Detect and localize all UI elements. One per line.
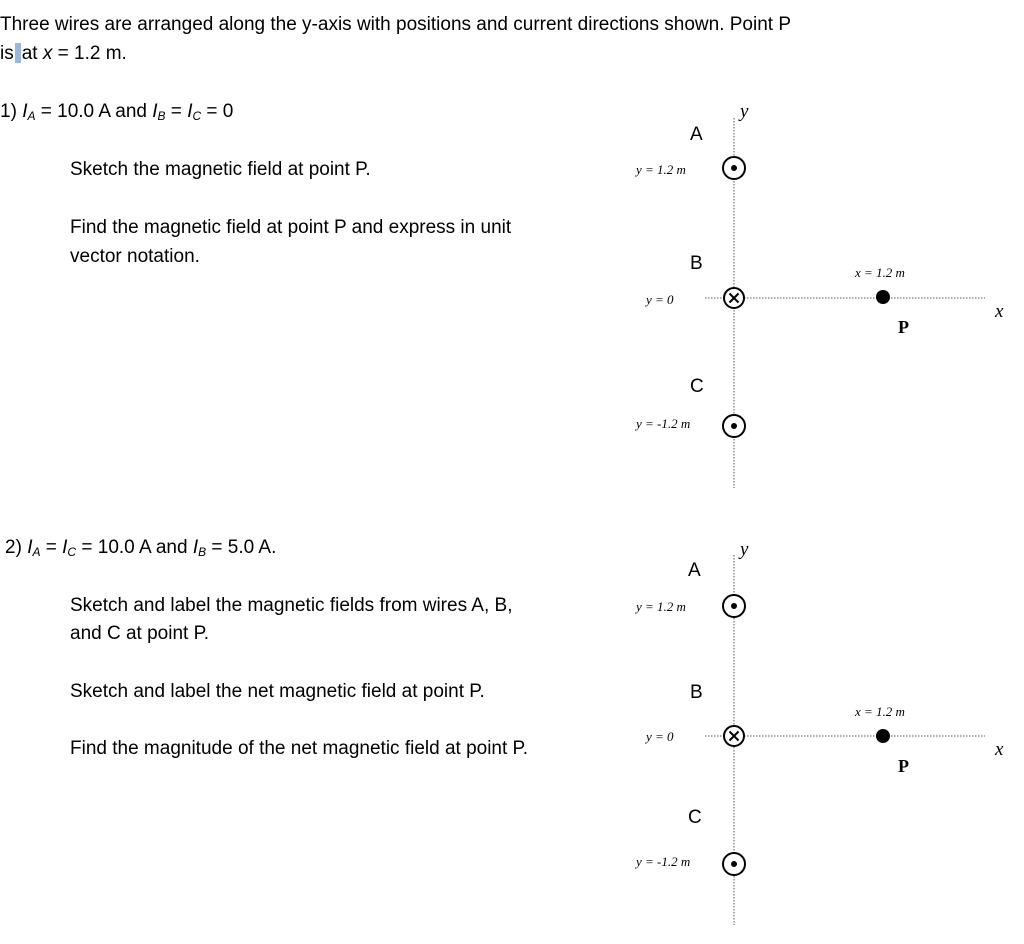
diagram-2-wire-c-pos: y = -1.2 m	[636, 854, 691, 869]
diagram-1-point-pos: x = 1.2 m	[855, 265, 905, 280]
q1-number: 1)	[0, 101, 23, 122]
q1-current-symbol-c: I	[187, 101, 193, 122]
q2-task-magnitude: Find the magnitude of the net magnetic field at point P.	[70, 738, 529, 759]
intro-line-2-variable: x	[42, 43, 53, 64]
q2-task-net: Sketch and label the net magnetic field at point P.	[70, 681, 485, 702]
diagram-2-point-p-dot	[876, 729, 890, 743]
diagram-1-wire-b-name: B	[690, 253, 703, 274]
diagram-2-wire-a-name: A	[688, 560, 701, 581]
q2-sub-c: C	[67, 545, 77, 559]
q2-current-symbol-c: I	[62, 537, 68, 558]
diagram-1-wire-c-name: C	[690, 376, 704, 397]
intro-line-2-prefix: is	[0, 43, 14, 64]
diagram-1-wire-c-symbol	[723, 415, 745, 437]
diagram-1-x-label: x	[995, 301, 1004, 322]
q1-sub-a: A	[27, 109, 36, 123]
q2-eq-3: = 5.0 A.	[206, 537, 277, 558]
diagram-2-x-label: x	[995, 739, 1004, 760]
q1-current-symbol-b: I	[152, 101, 158, 122]
diagram-2-wire-c-name: C	[688, 807, 702, 828]
diagram-2-point-pos: x = 1.2 m	[855, 704, 905, 719]
q1-task-find-line-2: vector notation.	[70, 246, 200, 267]
q1-sub-b: B	[157, 109, 166, 123]
diagram-2-wire-b-symbol	[724, 726, 744, 746]
q1-eq-2: =	[165, 101, 188, 122]
diagram-1-wire-a-name: A	[690, 124, 703, 145]
diagram-1-wire-b-pos: y = 0	[646, 292, 674, 307]
diagram-1-wire-b-symbol	[724, 288, 744, 308]
q2-task-sketch-line-2: and C at point P.	[70, 623, 210, 644]
diagram-1-wire-c-pos: y = -1.2 m	[636, 416, 691, 431]
q2-current-symbol-b: I	[192, 537, 199, 558]
q1-eq-1: = 10.0 A and	[35, 101, 153, 122]
diagram-2-group	[634, 539, 1004, 925]
diagram-1-point-p-dot	[876, 290, 890, 304]
q2-current-symbol: I	[27, 537, 33, 558]
q1-eq-3: = 0	[201, 101, 234, 122]
diagram-2-wire-a-symbol	[723, 595, 745, 617]
diagram-2-wire-c-symbol	[723, 853, 745, 875]
q1-current-symbol: I	[22, 101, 28, 122]
diagram-1-wire-a-pos: y = 1.2 m	[636, 162, 686, 177]
diagram-1-group	[634, 101, 1004, 488]
diagram-1-y-label: y	[740, 101, 749, 122]
q1-sub-c: C	[192, 109, 202, 123]
diagram-1-point-p-label: P	[898, 317, 909, 337]
diagram-1-wire-a-symbol	[723, 157, 745, 179]
diagram-2-wire-a-pos: y = 1.2 m	[636, 599, 686, 614]
q1-task-sketch: Sketch the magnetic field at point P.	[70, 159, 371, 180]
diagram-2-wire-b-pos: y = 0	[646, 729, 674, 744]
q2-task-sketch-line-1: Sketch and label the magnetic fields from wires A, B,	[70, 595, 513, 616]
q2-eq-1: =	[40, 537, 63, 558]
q2-sub-a: A	[32, 545, 41, 559]
intro-line-1-text: Three wires are arranged along the y-axis with positions and current directions shown. Point P	[0, 14, 792, 35]
q2-eq-2: = 10.0 A and	[76, 537, 193, 558]
q2-sub-b: B	[198, 545, 207, 559]
q1-task-find-line-1: Find the magnetic field at point P and express in unit	[70, 217, 512, 238]
q2-number: 2)	[5, 537, 28, 558]
diagram-2-y-label: y	[740, 539, 749, 560]
diagram-2-wire-b-name: B	[690, 682, 703, 703]
diagram-2-point-p-label: P	[898, 756, 909, 776]
intro-line-2-suffix: = 1.2 m.	[52, 43, 127, 64]
intro-line-2-mid: at	[21, 43, 43, 64]
